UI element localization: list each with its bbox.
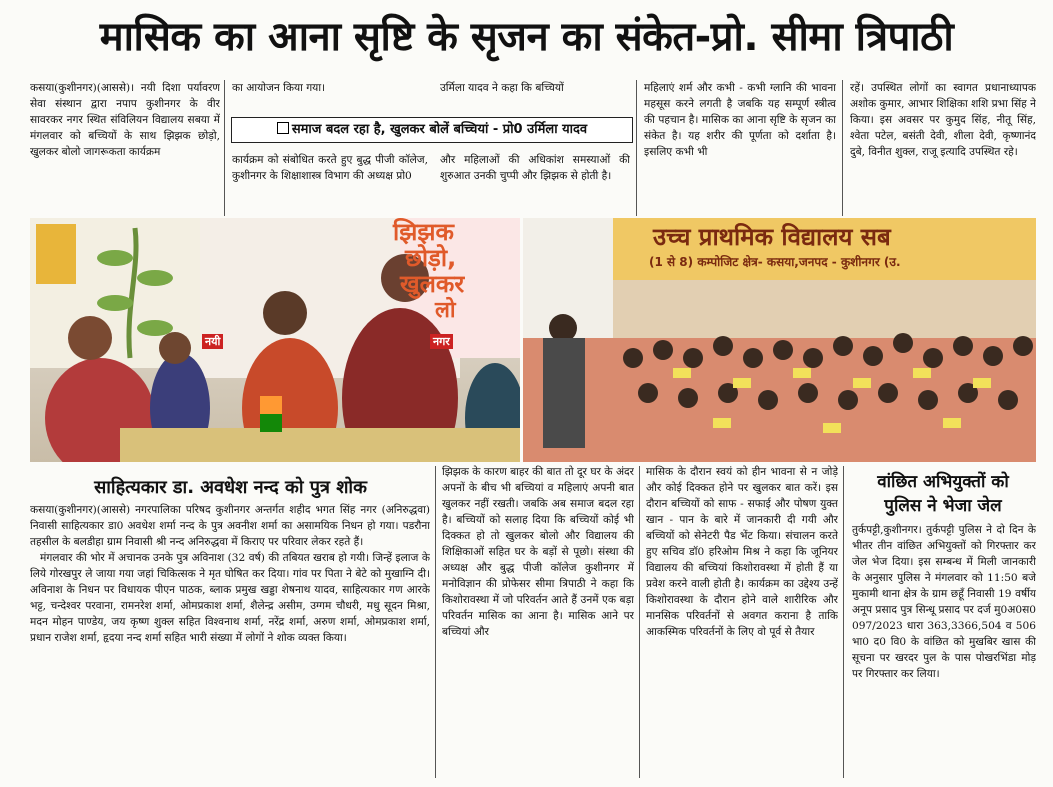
main-story-col-2-top: का आयोजन किया गया। <box>232 82 326 94</box>
school-sign-line-1: उच्च प्राथमिक विद्यालय सब <box>653 223 891 251</box>
banner-text-1: झिझक <box>393 218 454 246</box>
column-rule <box>435 466 436 778</box>
photo-right <box>523 218 1036 462</box>
subhead-box <box>231 117 633 143</box>
main-story-col-3-lower: झिझक के कारण बाहर की बात तो दूर घर के अंदर अपनों के बीच भी बच्चियां व महिलाएं अपनी बात खुलकर नहीं रखती। जबकि अब समाज बदल रहा है। बच्चियों को सलाह दिया कि बच्चियों कोई भी दिक्कत हो तो खुलकर बोलो और विद्यालय की शिक्षिकाओं सहित घर के बड़ों से पूछो। संस्था की अध्यक्ष और बुद्ध पीजी कॉलेज कुशीनगर में मनोविज्ञान की प्रोफेसर सीमा त्रिपाठी ने कहा कि किशोरावस्था में जो परिवर्तन आते हैं उनमें एक बड़ा परिवर्तन मासिक का आना है। मासिक आने पर बच्चियां और <box>442 466 634 638</box>
banner-text-4: लो <box>435 298 456 323</box>
main-story-col-4-lower: मासिक के दौरान स्वयं को हीन भावना से न जोड़े और कोई दिक्कत होने पर खुलकर बात करें। इस दौरान बच्चियों को साफ - सफाई और पोषण युक्त खान - पान के बारे में जानकारी दी गयी और बच्चियों को सेनेटरी पैड भेंट किया। संचालन करते हुए सचिव डॉ0 हरिओम मिश्र ने कहा कि जूनियर विद्यालय की बच्चियां किशोरावस्था में होती हैं या प्रवेश करने वाली होती है। कार्यक्रम का उद्देश्य उन्हें किशोरावस्था के दौरान होने वाले शारीरिक और मानसिक परिवर्तनों से अवगत कराना है ताकि आकस्मिक परिवर्तनों के लिए वो पूर्व से तैयार <box>646 466 838 638</box>
square-bullet-icon <box>277 122 289 134</box>
column-rule <box>639 466 640 778</box>
story2-title: साहित्यकार डा. अवधेश नन्द को पुत्र शोक <box>94 477 367 498</box>
banner-small-text: नयी <box>202 334 223 349</box>
main-story-col-4: महिलाएं शर्म और कभी - कभी ग्लानि की भावना महसूस करने लगती है जबकि यह सम्पूर्ण स्त्रीत्व की पहचान है। मासिक का आना सृष्टि के सृजन का संकेत है। यह शरीर की पूर्णता को दर्शाता है। इसलिए कभी भी <box>644 82 836 158</box>
story2-body <box>30 502 430 776</box>
story3-body: तुर्कपट्टी,कुशीनगर। तुर्कपट्टी पुलिस ने दो दिन के भीतर तीन वांछित अभियुक्तों को गिरफ्तार कर जेल भेज दिया। इस सम्बन्ध में मिली जानकारी के अनुसार पुलिस ने मंगलवार को 11:50 बजे मुकामी थाना क्षेत्र के ग्राम छहूँ निवासी 19 वर्षीय अनूप प्रसाद पुत्र सिन्धू प्रसाद पर दर्ज मु0अ0स0 097/2023 धारा 363,3366,504 व 506 भा0 द0 वि0 के वांछित को मुखबिर खास की सूचना पर खरदर पुल के पास पोखरभिंडा मोड़ पर गिरफ्तार कर लिया। <box>852 524 1036 680</box>
banner-text-2: छोड़ो, <box>405 244 457 272</box>
column-rule <box>224 80 225 216</box>
main-story-col-3-top: उर्मिला यादव ने कहा कि बच्चियों <box>440 82 564 94</box>
column-rule <box>636 80 637 216</box>
main-story-col-5: रहें। उपस्थित लोगों का स्वागत प्रधानाध्यापक अशोक कुमार, आभार शिक्षिका शशि प्रभा सिंह ने किया। इस अवसर पर कुमुद सिंह, नीतू सिंह, श्वेता पटेल, बसंती देवी, शीला देवी, कृष्णानंद दुबे, विनीत शुक्ल, राजू इत्यादि उपस्थित रहे। <box>850 82 1036 158</box>
column-rule <box>843 466 844 778</box>
school-sign-line-2: (1 से 8) कम्पोजिट क्षेत्र- कसया,जनपद - कुशीनगर (उ. <box>649 255 901 269</box>
story2-para-1: कसया(कुशीनगर)(आससे) नगरपालिका परिषद कुशीनगर अन्तर्गत शहीद भगत सिंह नगर (अनिरुद्धवा) निवासी साहित्यकार डा0 अवधेश शर्मा नन्द के पुत्र अवनीश शर्मा का असामयिक निधन हो गया। पडरौना तहसील के बलडीहा ग्राम निवासी श्री नन्द अनिरुद्धवा में किराए पर परिवार लेकर रहते हैं। <box>30 504 430 548</box>
story3-title-line-1: वांछित अभियुक्तों को <box>877 472 1009 492</box>
banner-text-3: खुलकर <box>400 270 465 298</box>
headline: मासिक का आना सृष्टि के सृजन का संकेत-प्रो. सीमा त्रिपाठी <box>99 14 954 60</box>
photo-left <box>30 218 520 462</box>
story3-title-line-2: पुलिस ने भेजा जेल <box>884 496 1002 516</box>
story2-para-2: मंगलवार की भोर में अचानक उनके पुत्र अविनाश (32 वर्ष) की तबियत खराब हो गयी। जिन्हें इलाज के लिये गोरखपुर ले जाया गया जहां चिकित्सक ने मृत घोषित कर दिया। गांव पर पिता ने बेटे को मुखाग्नि दी। अविनाश के निधन पर विधायक पीएन पाठक, ब्लाक प्रमुख खड्डा शेषनाथ यादव, साहित्यकार गण आरके भट्ट, चन्देश्वर परवाना, रामनरेश शर्मा, ओमप्रकाश शर्मा, शैलेन्द्र असीम, उग्गम चौधरी, मधु सूदन मिश्रा, मदन मोहन पाण्डेय, जय कृष्ण शुक्ल सहित विश्वनाथ शर्मा, नरेंद्र शर्मा, अरुण शर्मा, ओमप्रकाश शर्मा, प्रधान राजेश शर्मा, हृदया नन्द शर्मा सहित भारी संख्या में लोगों ने शोक व्यक्त किया। <box>30 552 430 644</box>
banner-small-text-2: नगर <box>430 334 453 349</box>
main-story-col-1: कसया(कुशीनगर)(आससे)। नयी दिशा पर्यावरण सेवा संस्थान द्वारा नपाप कुशीनगर के वीर सावरकर नगर स्थित संविलियन विद्यालय सबया में मंगलवार को बच्चियों के साथ झिझक छोड़ो, खुलकर बोलो जागरूकता कार्यक्रम <box>30 82 220 158</box>
main-story-col-2-bottom: कार्यक्रम को संबोधित करते हुए बुद्ध पीजी कॉलेज, कुशीनगर के शिक्षाशास्त्र विभाग की अध्यक्ष प्रो0 <box>232 154 428 182</box>
column-rule <box>842 80 843 216</box>
main-story-col-3-bottom: और महिलाओं की अधिकांश समस्याओं की शुरुआत उनकी चुप्पी और झिझक से होती है। <box>440 154 630 182</box>
subhead-text: समाज बदल रहा है, खुलकर बोलें बच्चियां - प्रो0 उर्मिला यादव <box>291 122 588 137</box>
